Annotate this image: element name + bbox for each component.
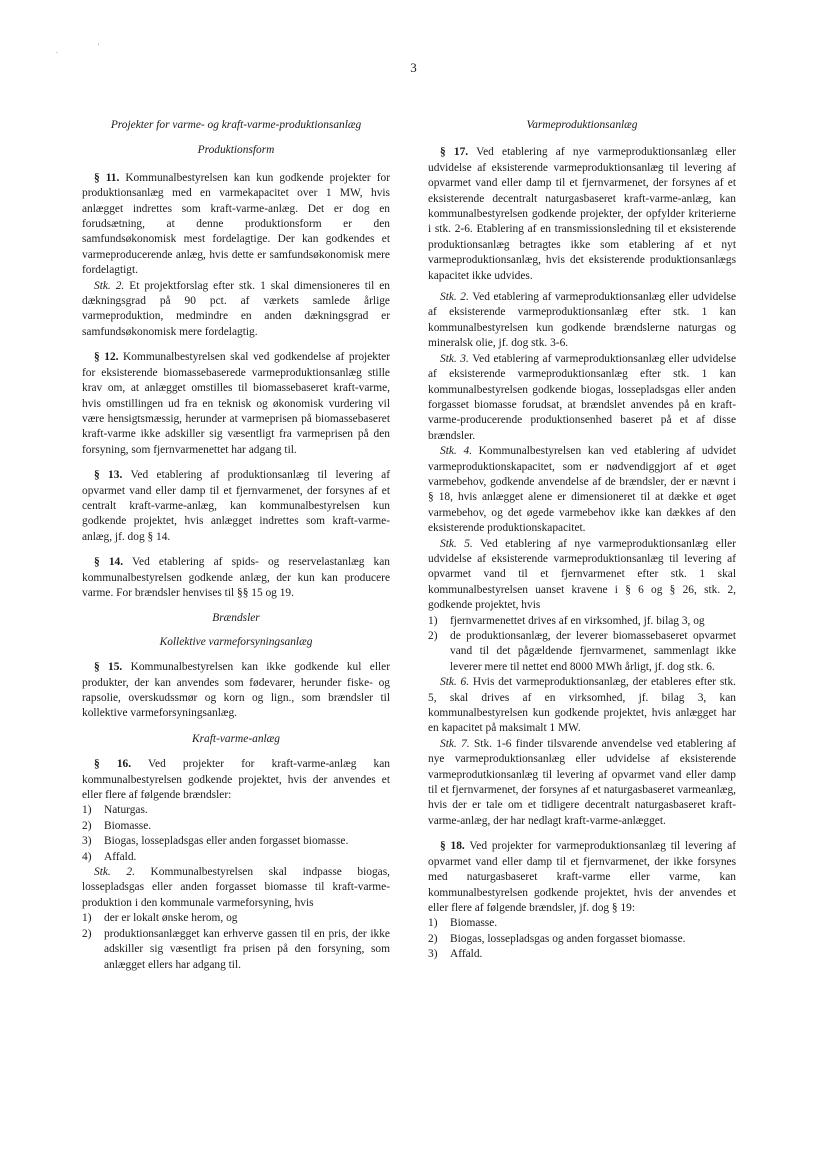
paragraph-11-stk-2 — [82, 279, 390, 341]
paragraph-number: § 14. — [94, 556, 124, 569]
list-text: Affald. — [450, 948, 483, 961]
subheading-varmeproduktionsanlaeg: Varmeproduktionsanlæg — [526, 119, 638, 131]
list-number: 2) — [428, 630, 438, 642]
list-number: 1) — [82, 804, 92, 817]
condition-list-17-stk-5 — [428, 614, 736, 676]
list-item — [428, 614, 736, 629]
stk-label: Stk. 7. — [440, 737, 470, 750]
stk-label: Stk. 5. — [440, 537, 473, 550]
list-item — [82, 819, 390, 834]
left-column — [82, 118, 390, 973]
list-number: 1) — [82, 912, 92, 925]
paragraph-14 — [82, 555, 390, 601]
list-number: 2) — [82, 927, 92, 940]
paragraph-number: § 13. — [94, 469, 123, 482]
paragraph-text: Kommunalbestyrelsen kan ved etablering af udvidet varmeproduktionskapacitet, som er nødvendiggjort af et øget varmebehov, godkende anvendelse af de brændsler, der er nævnt i § 18, hvis anlægget alene er dimensioneret til at dække et øget varmebehov, og det øgede varmebehov ikke kan dækkes af den eksisterende produktionskapacitet. — [428, 445, 736, 535]
list-number: 3) — [428, 948, 438, 961]
paragraph-11 — [82, 171, 390, 279]
paragraph-number: § 12. — [94, 351, 119, 364]
subheading-produktionsform: Produktionsform — [197, 144, 275, 157]
paragraph-text: Ved projekter for varmeproduktionsanlæg til levering af opvarmet vand eller damp til et fjernvarmenet, der ikke forsynes med naturgasbaseret kraft-varme eller varme, kan kommunalbestyrelsen godkende projektet, hvis der anvendes et eller flere af følgende brændsler, jf. dog § 19: — [428, 840, 736, 914]
right-column — [428, 118, 736, 963]
paragraph-18 — [428, 839, 736, 916]
paragraph-text: Hvis det varmeproduktionsanlæg, der etableres efter stk. 5, skal drives af en virksomhed, jf. bilag 3, kan kommunalbestyrelsen kun godkende projektet, hvis anlægget har en kapacitet på maksimalt 1 MW. — [428, 676, 736, 735]
stk-label: Stk. 2. — [440, 291, 469, 304]
page-number: 3 — [410, 60, 417, 75]
paragraph-text: Kommunalbestyrelsen kan kun godkende projekter for produktionsanlæg med en varmekapacitet over 1 MW, hvis anlægget indrettes som kraft-varme-anlæg. Det er dog en forudsætning, at denne produktionsform er den samfundsøkonomisk mest fordelagtige. Der kan godkendes et varmeproducerende anlæg, hvis dette er samfundsøkonomisk mere fordelagtigt. — [82, 171, 390, 277]
stk-label: Stk. 2. — [94, 866, 135, 879]
paragraph-text: Ved etablering af nye varmeproduktionsanlæg eller udvidelse af eksisterende varmeproduktionsanlæg til levering af opvarmet vand eller damp til et fjernvarmenet, der forsynes af et eksisterende decentralt naturgasbaseret kraft-varme-anlæg, kan kommunalbestyrelsen godkende projekter, der opfylder kriterierne i stk. 2-6. Etablering af en transmissionsledning til et eksisterende produktionsanlæg betragtes ikke som etablering af et nyt varmeproduktionsanlæg, hvis det eksisterende produktionsanlægs kapacitet ikke udvides. — [428, 146, 736, 282]
list-number: 2) — [82, 819, 92, 832]
list-item — [82, 803, 390, 818]
paragraph-text: Ved etablering af produktionsanlæg til levering af opvarmet vand eller damp til et fjernvarmenet, der forsynes af et centralt kraft-varme-anlæg, kan kommunalbestyrelsen kun godkende projektet, hvis anlægget indrettes som kraft-varme-anlæg, jf. dog § 14. — [82, 469, 390, 543]
paragraph-number: § 18. — [440, 840, 465, 853]
stk-label: Stk. 4. — [440, 445, 472, 458]
list-number: 4) — [82, 850, 92, 863]
stray-mark-dot: . — [56, 46, 58, 55]
paragraph-16-stk-2 — [82, 865, 390, 911]
paragraph-text: Stk. 1-6 finder tilsvarende anvendelse ved etablering af nye varmeproduktionsanlæg eller udvidelse af eksisterende varmeprodutkionsanlæg til levering af opvarmet vand eller damp til et fjernvarmenet, der forsynes af et naturgasbaseret varmeanlæg, hvis der er tale om et tidligere decentralt naturgasbaseret kraft-varme-anlæg, der har nedlagt kraft-varme-anlægget. — [428, 737, 736, 827]
list-item — [82, 850, 390, 865]
list-number: 1) — [428, 917, 438, 930]
list-text: Biogas, lossepladsgas eller anden forgasset biomasse. — [104, 835, 349, 848]
paragraph-17-stk-5 — [428, 537, 736, 614]
list-item — [428, 916, 736, 931]
stk-label: Stk. 2. — [94, 279, 125, 292]
paragraph-17-stk-4 — [428, 444, 736, 536]
list-text: de produktionsanlæg, der leverer biomassebaseret opvarmet vand til det pågældende fjernvarmenet, sammenlagt ikke leverer mere til nettet end 8000 MWh årligt, jf. dog stk. 6. — [450, 630, 736, 673]
list-item — [82, 834, 390, 849]
paragraph-15 — [82, 660, 390, 722]
list-number: 3) — [82, 835, 92, 848]
section-heading-projekter: Projekter for varme- og kraft-varme-produktionsanlæg — [110, 119, 362, 131]
list-text: Biomasse. — [450, 917, 498, 930]
paragraph-number: § 16. — [94, 758, 132, 771]
stray-mark-tick: ' — [98, 42, 100, 51]
condition-list-16-stk-2 — [82, 911, 390, 973]
paragraph-13 — [82, 468, 390, 545]
paragraph-17-stk-6 — [428, 675, 736, 737]
fuel-list-18 — [428, 916, 736, 962]
paragraph-17-stk-7 — [428, 737, 736, 829]
paragraph-17-stk-2 — [428, 290, 736, 352]
subheading-braendsler: Brændsler — [212, 612, 260, 625]
list-text: produktionsanlægget kan erhverve gassen til en pris, der ikke adskiller sig væsentligt fra prisen på den forsyning, som anlægget ellers har adgang til. — [104, 927, 390, 971]
paragraph-17 — [428, 145, 736, 284]
list-item — [82, 911, 390, 926]
subheading-kraft-varme: Kraft-varme-anlæg — [192, 732, 280, 745]
list-text: Affald. — [104, 850, 137, 863]
paragraph-text: Ved etablering af varmeproduktionsanlæg eller udvidelse af eksisterende varmeproduktionsanlæg efter stk. 1 kan kommunalbestyrelsen kun godkende brændslerne naturgas og mineralsk olie, jf. dog stk. 3-6. — [428, 291, 736, 350]
list-number: 1) — [428, 614, 438, 627]
paragraph-number: § 11. — [94, 171, 120, 184]
list-text: Biogas, lossepladsgas og anden forgasset biomasse. — [450, 932, 686, 945]
list-item — [82, 927, 390, 973]
list-number: 2) — [428, 932, 438, 945]
list-text: der er lokalt ønske herom, og — [104, 912, 238, 925]
paragraph-text: Kommunalbestyrelsen skal ved godkendelse af projekter for eksisterende biomassebaserede varmeproduktionsanlæg stille krav om, at anlægget omstilles til biomassebaseret kraft-varme, hvis omstillingen ud fra en teknisk og økonomisk vurdering vil være hensigtsmæssig, herunder at varmeprisen på biomassebaseret kraft-varme ikke adskiller sig væsentligt fra varmeprisen på den forsyning, som fjernvarmenettet har adgang til. — [82, 351, 390, 456]
paragraph-16 — [82, 757, 390, 803]
list-text: Naturgas. — [104, 804, 148, 817]
list-item — [428, 947, 736, 962]
paragraph-text: Ved etablering af varmeproduktionsanlæg eller udvidelse af eksisterende varmeproduktionsanlæg efter stk. 1 kan kommunalbestyrelsen godkende biogas, lossepladsgas eller anden forgasset biomasse forudsat, at brændslet anvendes på en kraft-varme-producerende produktionsenhed baseret på et af disse brændsler. — [428, 352, 736, 442]
paragraph-number: § 15. — [94, 661, 123, 674]
list-text: Biomasse. — [104, 819, 152, 832]
paragraph-12 — [82, 350, 390, 458]
list-item — [428, 932, 736, 947]
subheading-kollektive: Kollektive varmeforsyningsanlæg — [159, 635, 313, 648]
paragraph-text: Ved projekter for kraft-varme-anlæg kan kommunalbestyrelsen godkende projektet, hvis der anvendes et eller flere af følgende brændsler: — [82, 758, 390, 802]
paragraph-17-stk-3 — [428, 352, 736, 444]
list-text: fjernvarmenettet drives af en virksomhed, jf. bilag 3, og — [450, 614, 705, 627]
paragraph-number: § 17. — [440, 146, 469, 159]
paragraph-text: Et projektforslag efter stk. 1 skal dimensioneres til en dækningsgrad på 90 pct. af værkets samlede årlige varmeproduktion, medmindre en anden dækningsgrad er samfundsøkonomisk mere fordelagtig. — [82, 279, 390, 338]
paragraph-text: Kommunalbestyrelsen kan ikke godkende kul eller produkter, der kan anvendes som fødevarer, herunder fiske- og rapsolie, overskudssmør og korn og lign., som brændsler til kollektive varmeforsyningsanlæg. — [82, 661, 390, 720]
list-item — [428, 629, 736, 675]
paragraph-text: Ved etablering af spids- og reservelastanlæg kan kommunalbestyrelsen godkende anlæg, der kun kan producere varme. For brændsler henvises til §§ 15 og 19. — [82, 556, 390, 599]
stk-label: Stk. 3. — [440, 352, 469, 365]
paragraph-text: Ved etablering af nye varmeproduktionsanlæg eller udvidelse af eksisterende varmeproduktionsanlæg til levering af opvarmet vand til et fjernvarmenet efter stk. 1 skal kommunalbestyrelsen uanset kravene i § 6 og § 26, stk. 2, godkende projektet, hvis — [428, 537, 736, 612]
fuel-list-16 — [82, 803, 390, 865]
stk-label: Stk. 6. — [440, 676, 470, 689]
paragraph-text: Kommunalbestyrelsen skal indpasse biogas, lossepladsgas eller anden forgasset biomasse til kraft-varme-produktion i den kommunale varmeforsyning, hvis — [82, 866, 390, 909]
